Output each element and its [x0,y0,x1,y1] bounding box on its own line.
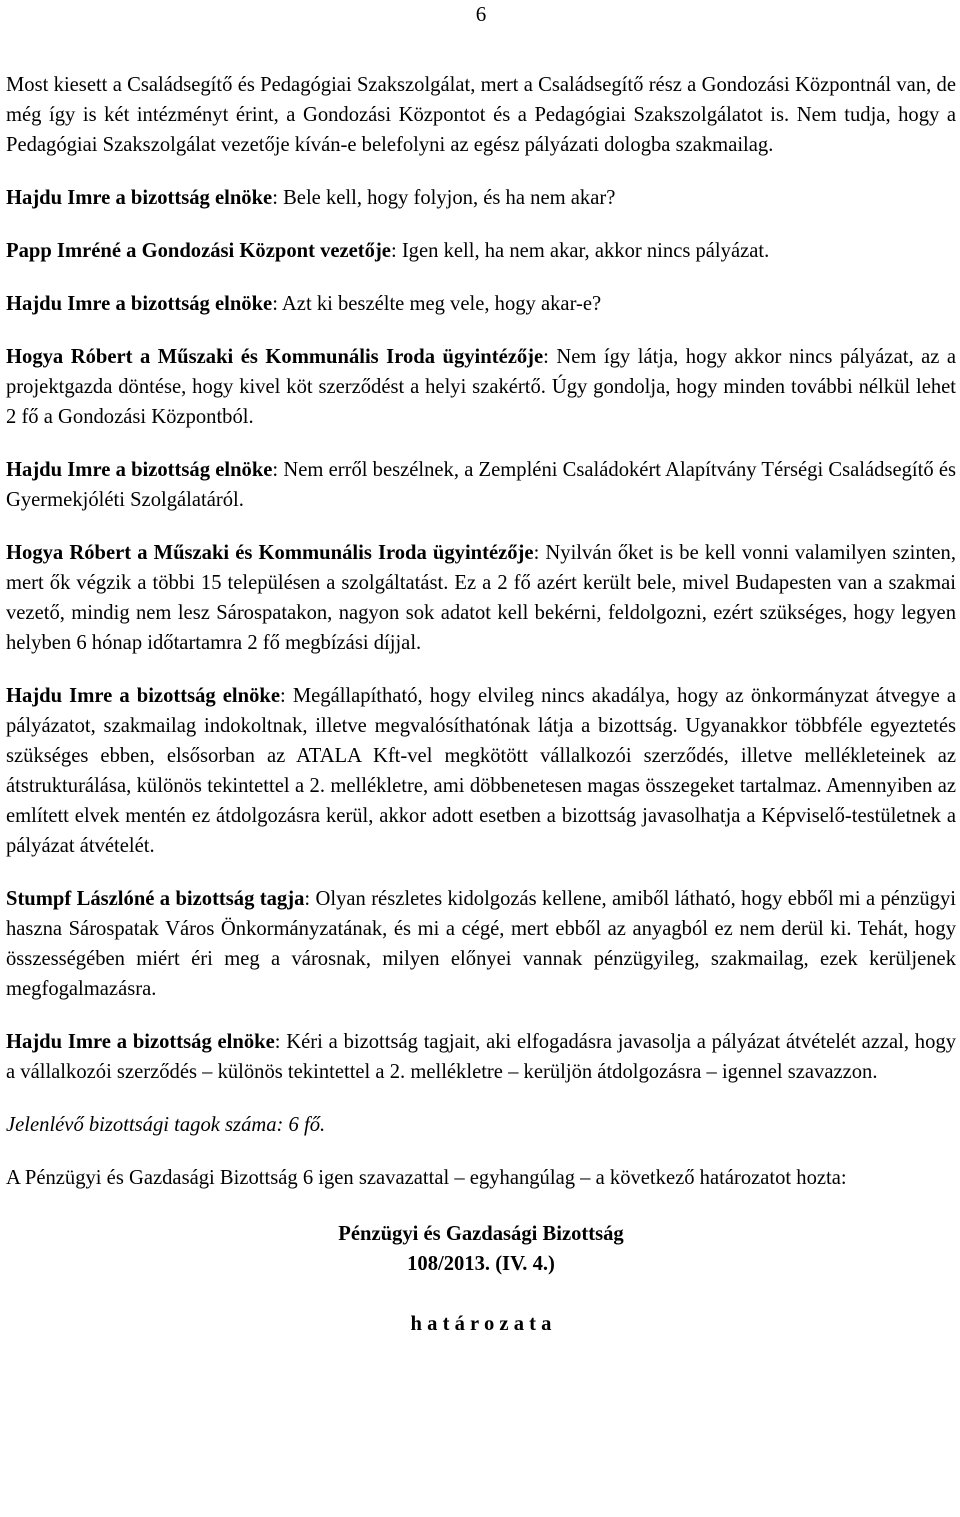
paragraph-text: : Bele kell, hogy folyjon, és ha nem akar? [272,187,616,209]
page-number: 6 [475,2,487,26]
speaker-name: Hajdu Imre a bizottság elnöke [6,1031,275,1053]
paragraph-statement [6,538,956,658]
paragraph-text: : Nem erről beszélnek, a Zempléni Családokért Alapítvány Térségi Családsegítő és Gyermekjóléti Szolgálatáról. [6,459,956,511]
paragraph-text: : Kéri a bizottság tagjait, aki elfogadásra javasolja a pályázat átvételét azzal, hogy a vállalkozói szerződés – különös tekintettel a 2. mellékletre – kerüljön átdolgozásra – igennel szavazzon. [6,1031,956,1083]
speaker-name: Papp Imréné a Gondozási Központ vezetője [6,240,391,262]
document-body [6,70,956,1339]
resolution-label: h a t á r o z a t a [410,1313,552,1335]
resolution-body: Pénzügyi és Gazdasági Bizottság [338,1223,624,1245]
paragraph-statement [6,342,956,432]
resolution-number: 108/2013. (IV. 4.) [407,1253,555,1275]
paragraph-statement [6,1027,956,1087]
speaker-name: Hajdu Imre a bizottság elnöke [6,459,273,481]
paragraph-statement [6,289,956,319]
paragraph-text: : Nem így látja, hogy akkor nincs pályázat, az a projektgazda döntése, hogy kivel köt szerződést a helyi szakértő. Úgy gondolja, hogy minden további nélkül lehet 2 fő a Gondozási Központból. [6,346,956,428]
speaker-name: Hajdu Imre a bizottság elnöke [6,187,273,209]
resolution-heading [6,1219,956,1339]
paragraph-statement [6,183,956,213]
speaker-name: Hogya Róbert a Műszaki és Kommunális Iroda ügyintézője [6,542,534,564]
paragraph-text: : Nyilván őket is be kell vonni valamilyen szinten, mert ők végzik a többi 15 településen a szolgáltatást. Ez a 2 fő azért került bele, mivel Budapesten van a szakmai vezető, mindig nem lesz Sárospatakon, nagyon sok adatot kell bekérni, feldolgozni, ezért szükséges, hogy legyen helyben 6 hónap időtartamra 2 fő megbízási díjjal. [6,542,956,654]
paragraph-intro [6,70,956,160]
paragraph-statement [6,681,956,861]
speaker-name: Hogya Róbert a Műszaki és Kommunális Iroda ügyintézője [6,346,544,368]
paragraph-statement [6,236,956,266]
vote-statement: A Pénzügyi és Gazdasági Bizottság 6 igen szavazattal – egyhangúlag – a következő határozatot hozta: [6,1167,847,1189]
paragraph-statement [6,455,956,515]
paragraph-text: : Megállapítható, hogy elvileg nincs akadálya, hogy az önkormányzat átvegye a pályázatot, szakmailag indokoltnak, illetve megvalósíthatónak látja a bizottság. Ugyanakkor többféle egyeztetés szükséges ebben, elsősorban az ATALA Kft-vel megkötött vállalkozói szerződés, illetve mellékleteinek az átstrukturálása, különös tekintettel a 2. mellékletre, ami döbbenetesen magas összegeket tartalmaz. Amennyiben az említett elvek mentén ez átdolgozásra kerül, akkor adott esetben a bizottság javasolhatja a Képviselő-testületnek a pályázat átvételét. [6,685,956,857]
paragraph-statement [6,884,956,1004]
paragraph-text: : Olyan részletes kidolgozás kellene, amiből látható, hogy ebből mi a pénzügyi haszna Sárospatak Város Önkormányzatának, és mi a cégé, mert ebből az anyagból ez nem derül ki. Tehát, hogy összességében miért éri meg a városnak, milyen előnyei vannak pénzügyileg, szakmailag, ezek kerüljenek megfogalmazásra. [6,888,956,1000]
paragraph-text: Most kiesett a Családsegítő és Pedagógiai Szakszolgálat, mert a Családsegítő rész a Gondozási Központnál van, de még így is két intézményt érint, a Gondozási Központot és a Pedagógiai Szakszolgálatot is. Nem tudja, hogy a Pedagógiai Szakszolgálat vezetője kíván-e belefolyni az egész pályázati dologba szakmailag. [6,74,956,156]
attendance-note: Jelenlévő bizottsági tagok száma: 6 fő. [6,1114,326,1136]
paragraph-text: : Igen kell, ha nem akar, akkor nincs pályázat. [390,240,770,262]
speaker-name: Hajdu Imre a bizottság elnöke [6,293,273,315]
speaker-name: Stumpf Lászlóné a bizottság tagja [6,888,305,910]
speaker-name: Hajdu Imre a bizottság elnöke [6,685,280,707]
paragraph-text: : Azt ki beszélte meg vele, hogy akar-e? [272,293,602,315]
